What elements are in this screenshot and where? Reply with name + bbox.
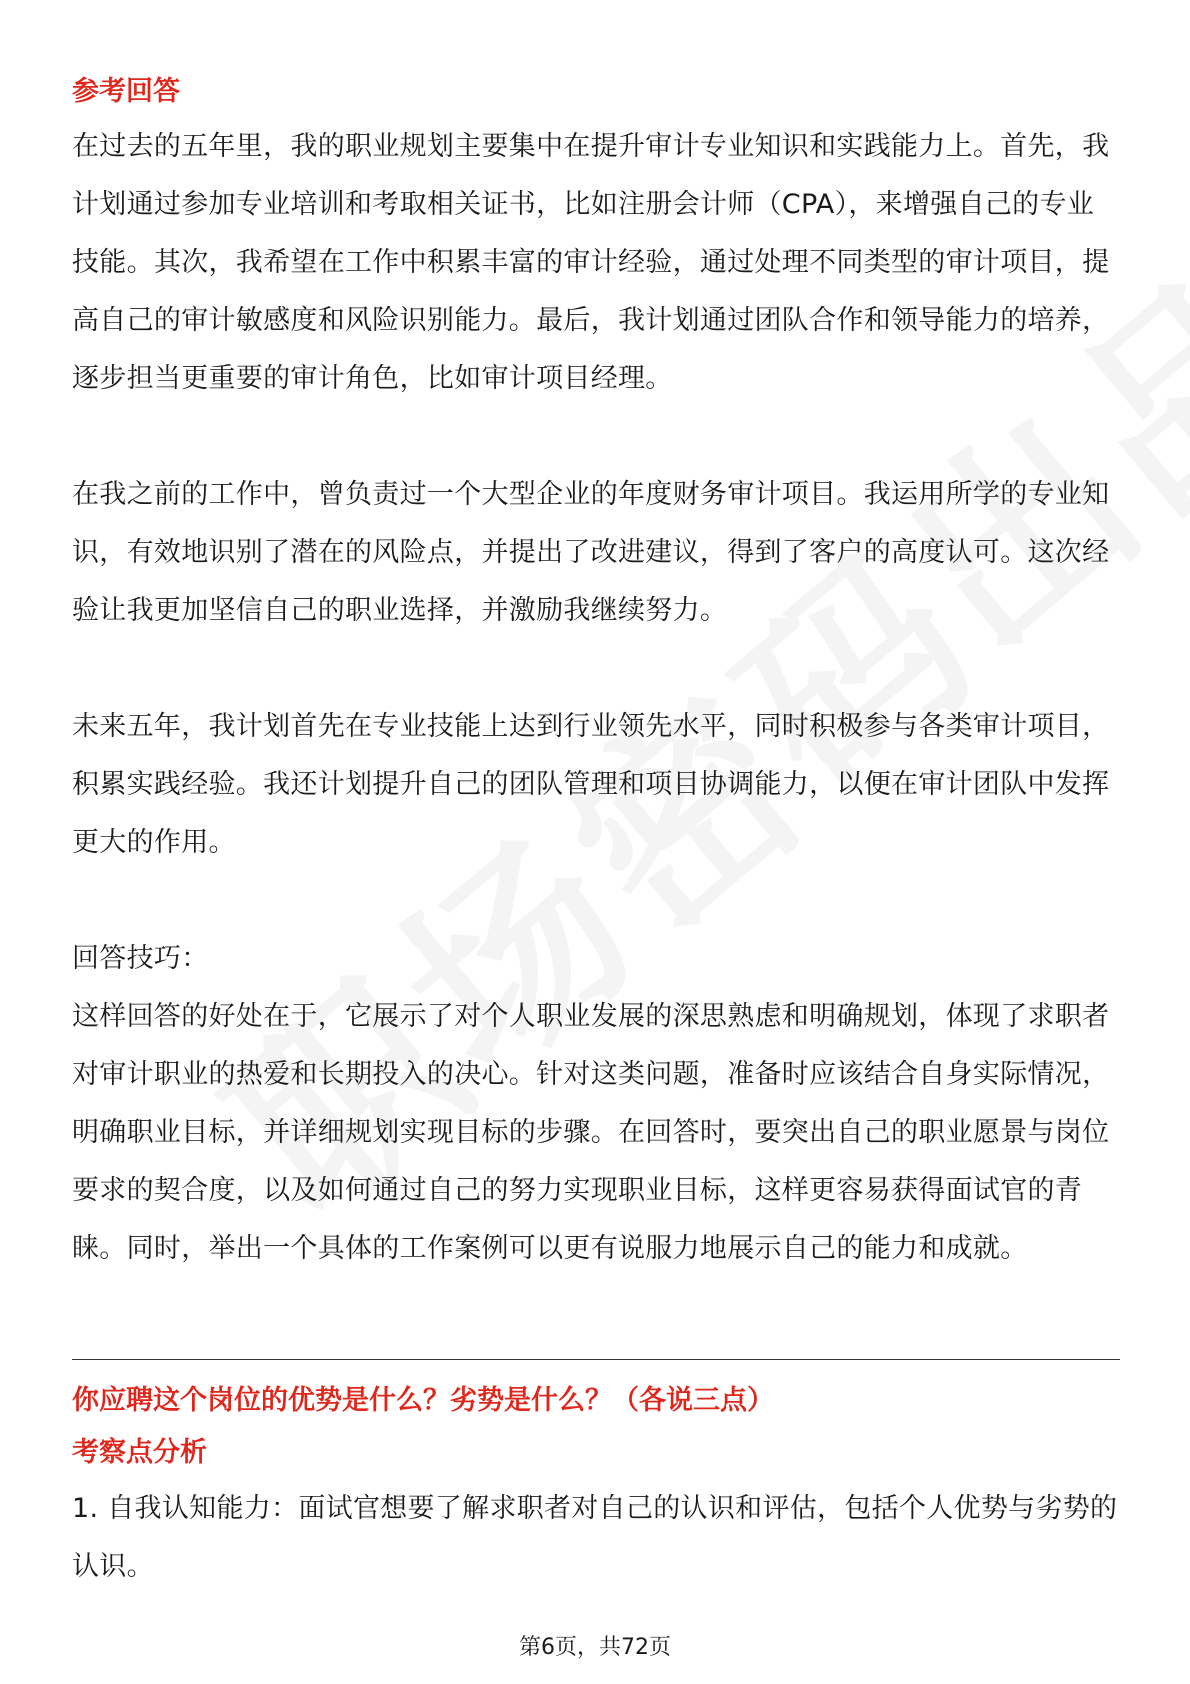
- page-footer: 第6页，共72页: [519, 1635, 671, 1660]
- next-question-section: [72, 1376, 1120, 1596]
- tips-text: 这样回答的好处在于，它展示了对个人职业发展的深思熟虑和明确规划，体现了求职者对审计职业的热爱和长期投入的决心。针对这类问题，准备时应该结合自身实际情况，明确职业目标，并详细规划实现目标的步骤。在回答时，要突出自己的职业愿景与岗位要求的契合度，以及如何通过自己的努力实现职业目标，这样更容易获得面试官的青睐。同时，举出一个具体的工作案例可以更有说服力地展示自己的能力和成就。: [72, 1001, 1110, 1264]
- answer-paragraph-2: 在我之前的工作中，曾负责过一个大型企业的年度财务审计项目。我运用所学的专业知识，有效地识别了潜在的风险点，并提出了改进建议，得到了客户的高度认可。这次经验让我更加坚信自己的职业选择，并激励我继续努力。: [72, 479, 1110, 626]
- question-title: 你应聘这个岗位的优势是什么？劣势是什么？（各说三点）: [72, 1385, 774, 1416]
- answer-paragraph-1: 在过去的五年里，我的职业规划主要集中在提升审计专业知识和实践能力上。首先，我计划通过参加专业培训和考取相关证书，比如注册会计师（CPA），来增强自己的专业技能。其次，我希望在工作中积累丰富的审计经验，通过处理不同类型的审计项目，提高自己的审计敏感度和风险识别能力。最后，我计划通过团队合作和领导能力的培养，逐步担当更重要的审计角色，比如审计项目经理。: [72, 131, 1110, 394]
- tips-heading: 回答技巧：: [72, 943, 209, 974]
- section-divider: [72, 1359, 1120, 1360]
- analysis-heading: 考察点分析: [72, 1437, 207, 1468]
- analysis-item-1: 1. 自我认知能力：面试官想要了解求职者对自己的认识和评估，包括个人优势与劣势的认识。: [72, 1493, 1118, 1582]
- answer-section: [72, 72, 1120, 1278]
- answer-heading: 参考回答: [72, 76, 180, 107]
- answer-paragraph-3: 未来五年，我计划首先在专业技能上达到行业领先水平，同时积极参与各类审计项目，积累实践经验。我还计划提升自己的团队管理和项目协调能力，以便在审计团队中发挥更大的作用。: [72, 711, 1110, 858]
